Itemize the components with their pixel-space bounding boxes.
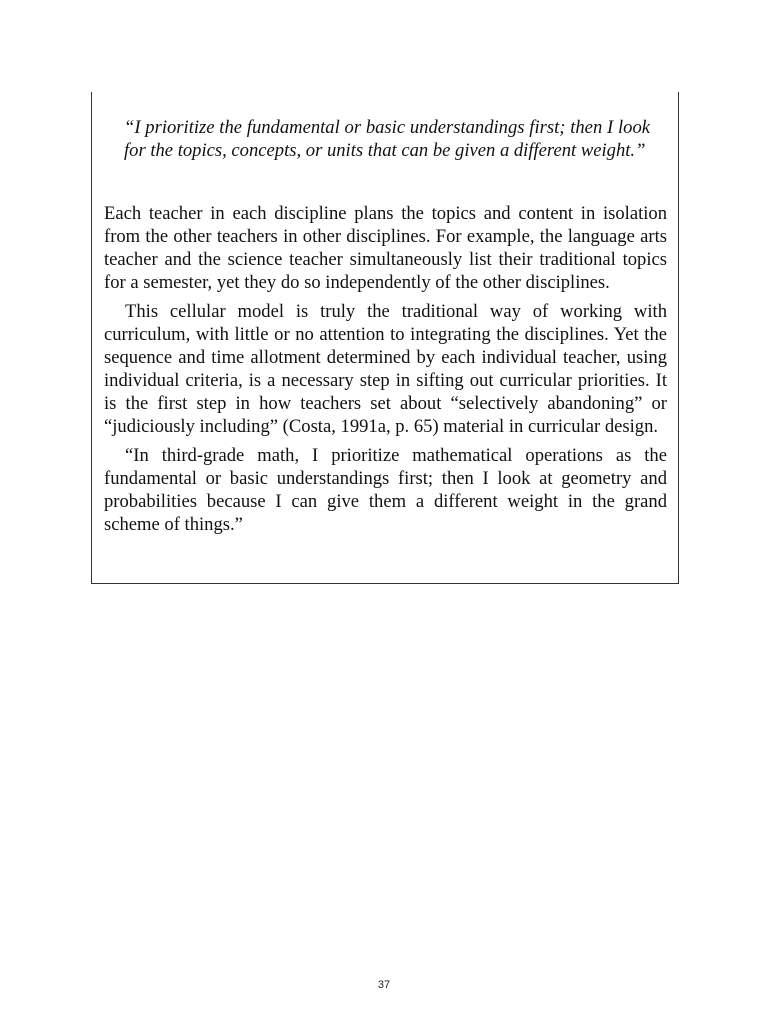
pull-quote: “I prioritize the fundamental or basic understandings first; then I look for the topics, concepts, or units that can be given a different weight.”	[124, 117, 650, 161]
paragraph: This cellular model is truly the traditional way of working with curriculum, with little or no attention to integrating the disciplines. Yet the sequence and time allotment determined by each individual teacher, using individual criteria, is a necessary step in sifting out curricular priorities. It is the first step in how teachers set about “selectively abandoning” or “judiciously including” (Costa, 1991a, p. 65) material in curricular design.	[104, 301, 667, 437]
page-number: 37	[377, 979, 391, 991]
text-box	[91, 92, 679, 584]
paragraph: “In third-grade math, I prioritize mathematical operations as the fundamental or basic understandings first; then I look at geometry and probabilities because I can give them a different weight in the grand scheme of things.”	[104, 445, 667, 535]
paragraph: Each teacher in each discipline plans the topics and content in isolation from the other teachers in other disciplines. For example, the language arts teacher and the science teacher simultaneously list their traditional topics for a semester, yet they do so independently of the other disciplines.	[104, 203, 667, 293]
body-text	[104, 202, 667, 542]
